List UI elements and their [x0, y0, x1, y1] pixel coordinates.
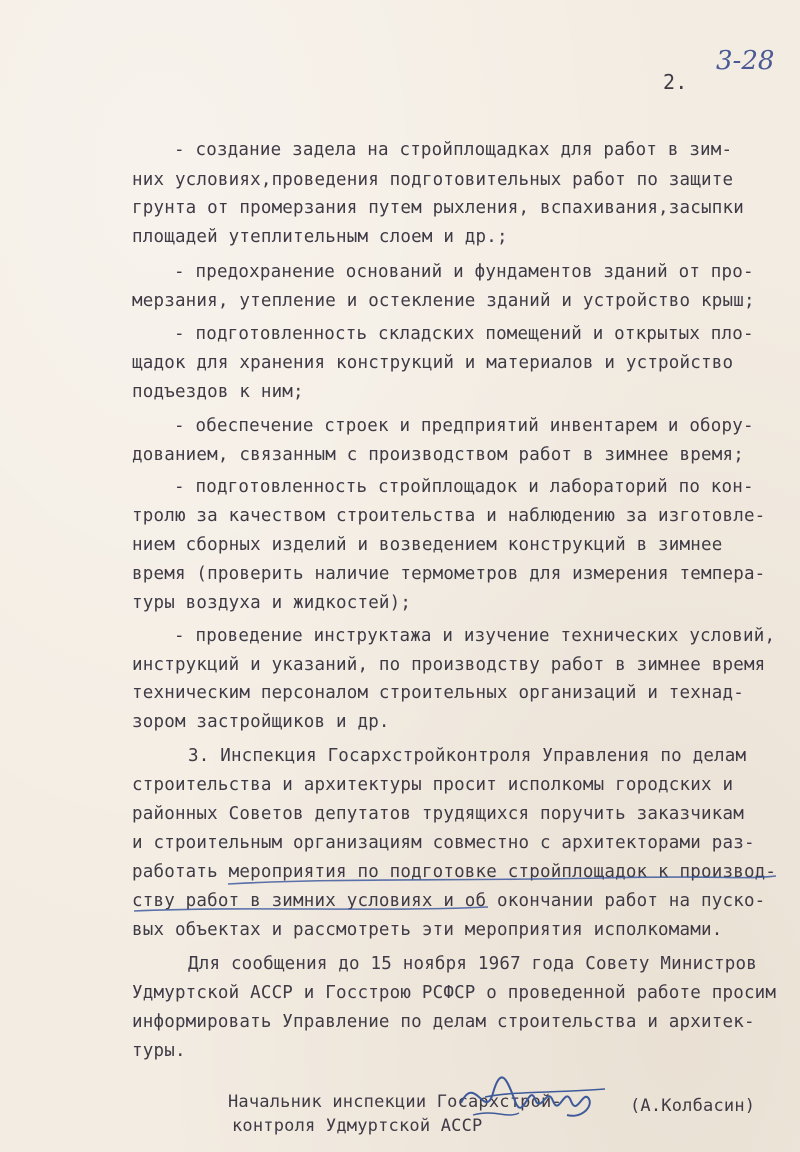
- text-line: информировать Управление по делам строительства и архитек-: [132, 1012, 755, 1032]
- page-number: 2.: [663, 70, 688, 94]
- text-line: техническим персоналом строительных организаций и технад-: [132, 683, 744, 703]
- text-line: 3. Инспекция Госархстройконтроля Управления по делам: [188, 746, 747, 766]
- text-line: - проведение инструктажа и изучение технических условий,: [174, 626, 776, 646]
- text-line: время (проверить наличие термометров для измерения темпера-: [132, 564, 766, 584]
- text-line: вых объектах и рассмотреть эти мероприятия исполкомами.: [132, 920, 723, 940]
- text-line: площадей утеплительным слоем и др.;: [132, 227, 508, 247]
- text-line: щадок для хранения конструкций и материалов и устройство: [132, 353, 734, 373]
- text-line: мерзания, утепление и остекление зданий и устройство крыш;: [132, 291, 755, 311]
- text-line: работать мероприятия по подготовке стройплощадок к производ-: [132, 862, 777, 882]
- text-line: туры.: [132, 1041, 186, 1061]
- text-line: строительства и архитектуры просит исполкомы городских и: [132, 775, 734, 795]
- text-line: - создание задела на стройплощадках для работ в зим-: [174, 140, 733, 160]
- text-line: инструкций и указаний, по производству работ в зимнее время: [132, 655, 766, 675]
- text-line: - обеспечение строек и предприятий инвентарем и обору-: [174, 416, 754, 436]
- text-line: Удмуртской АССР и Госстрою РСФСР о проведенной работе просим: [132, 983, 777, 1003]
- text-line: зором застройщиков и др.: [132, 712, 390, 732]
- text-line: - предохранение оснований и фундаментов зданий от про-: [174, 262, 754, 282]
- text-line: подъездов к ним;: [132, 382, 304, 402]
- text-line: туры воздуха и жидкостей);: [132, 593, 412, 613]
- text-line: дованием, связанным с производством работ в зимнее время;: [132, 445, 744, 465]
- signatory-title: Начальник инспекции Госархстрой-: [228, 1092, 562, 1112]
- text-line: грунта от промерзания путем рыхления, вспахивания,засыпки: [132, 198, 744, 218]
- signatory-title: контроля Удмуртской АССР: [232, 1116, 483, 1136]
- archive-mark: 3-28: [716, 46, 775, 76]
- text-line: нием сборных изделий и возведением конструкций в зимнее: [132, 535, 723, 555]
- text-line: и строительным организациям совместно с архитекторами раз-: [132, 833, 755, 853]
- text-line: Для сообщения до 15 ноября 1967 года Совету Министров: [188, 954, 758, 974]
- signatory-name: (А.Колбасин): [630, 1096, 756, 1116]
- text-line: - подготовленность стройплощадок и лабораторий по кон-: [174, 477, 754, 497]
- text-line: тролю за качеством строительства и наблюдению за изготовле-: [132, 506, 766, 526]
- text-line: районных Советов депутатов трудящихся поручить заказчикам: [132, 804, 744, 824]
- text-line: них условиях,проведения подготовительных работ по защите: [132, 170, 734, 190]
- handwritten-signature: [455, 1063, 625, 1133]
- text-line: - подготовленность складских помещений и открытых пло-: [174, 324, 754, 344]
- text-line: ству работ в зимних условиях и об окончании работ на пуско-: [132, 891, 766, 911]
